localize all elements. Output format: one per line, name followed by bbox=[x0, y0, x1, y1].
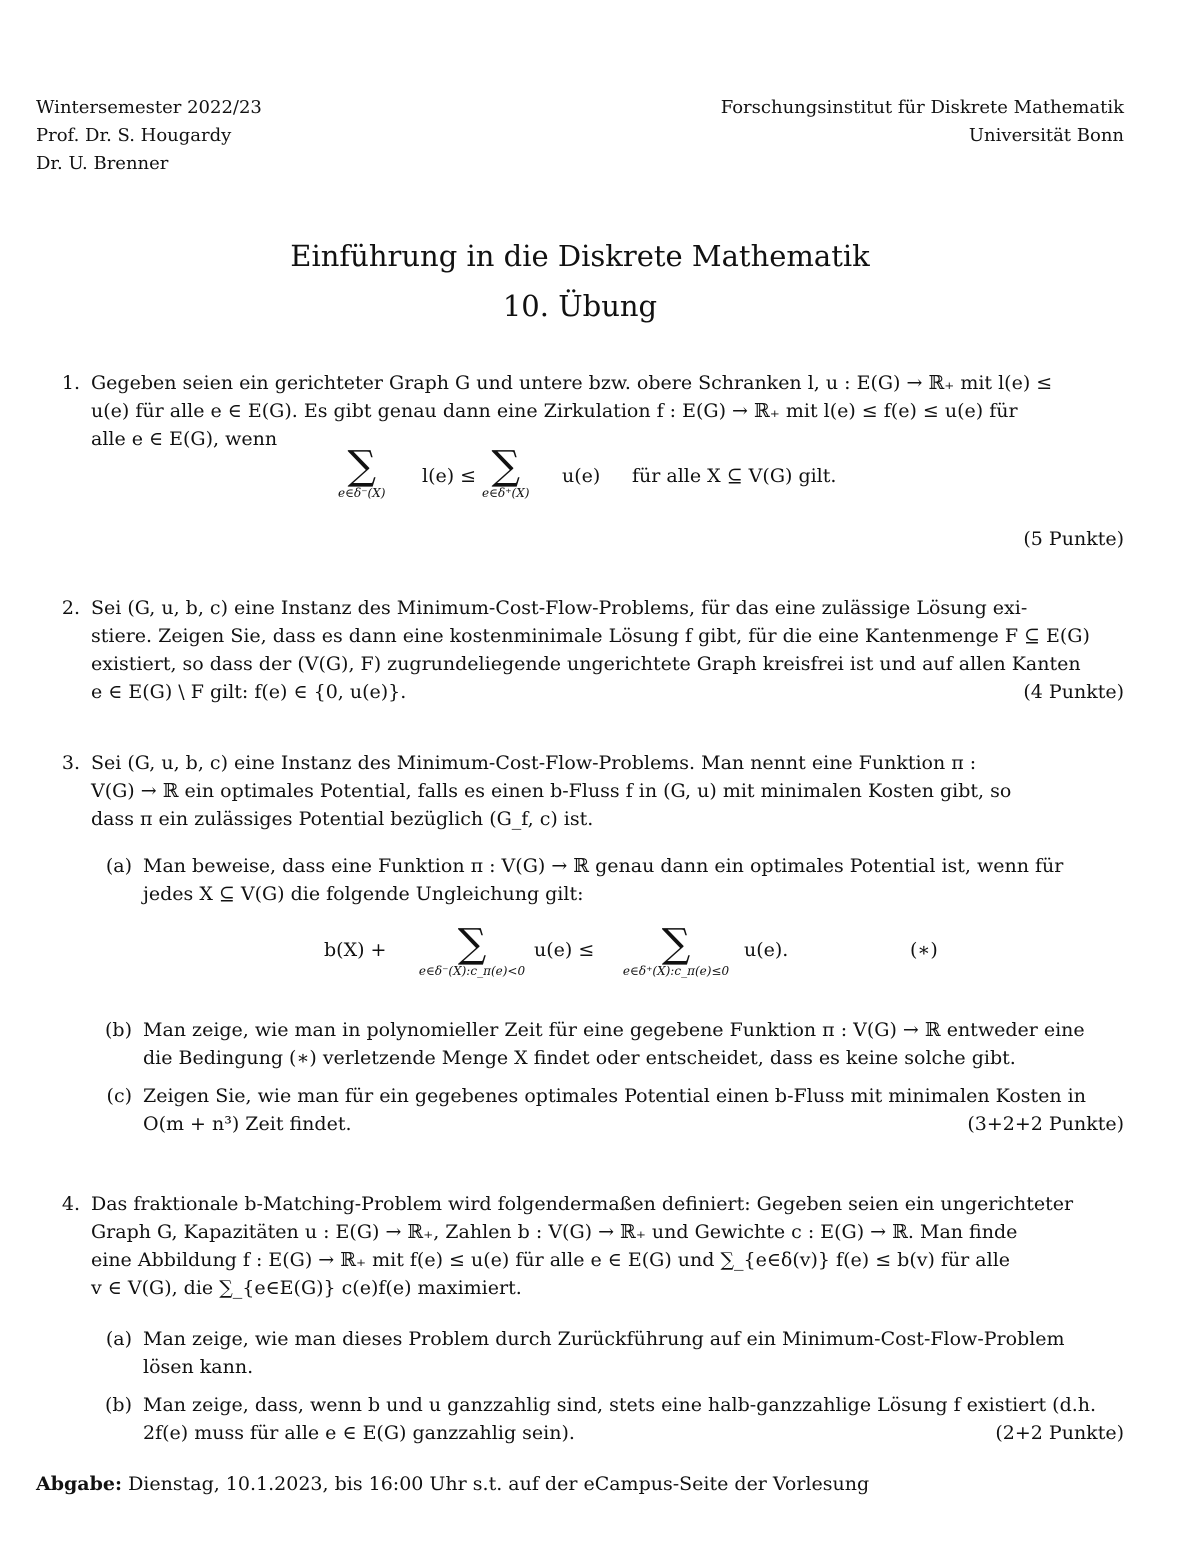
problem-4-line: Graph G, Kapazitäten u : E(G) → ℝ₊, Zahlen b : V(G) → ℝ₊ und Gewichte c : E(G) → ℝ. Man finde bbox=[91, 1221, 1018, 1243]
subtask-4b-label: (b) bbox=[105, 1394, 132, 1416]
problem-1-line: u(e) für alle e ∈ E(G). Es gibt genau dann eine Zirkulation f : E(G) → ℝ₊ mit l(e) ≤ f(e) ≤ u(e) für bbox=[91, 400, 1018, 422]
problem-2-line: stiere. Zeigen Sie, dass es dann eine kostenminimale Lösung f gibt, für die eine Kantenmenge F ⊆ E(G) bbox=[91, 625, 1090, 647]
problem-2-line: e ∈ E(G) \ F gilt: f(e) ∈ {0, u(e)}. bbox=[91, 681, 407, 703]
problem-1-text bbox=[91, 369, 1124, 453]
problem-2-points: (4 Punkte) bbox=[1023, 681, 1124, 703]
subtask-3b-text bbox=[143, 1016, 1128, 1072]
sum-symbol: ∑ bbox=[457, 921, 487, 967]
sum-limit: e∈δ⁺(X):c_π(e)≤0 bbox=[622, 964, 730, 978]
subtask-4a-text bbox=[143, 1325, 1128, 1381]
problem-1-line: alle e ∈ E(G), wenn bbox=[91, 428, 278, 450]
formula-term: u(e). bbox=[744, 939, 789, 961]
formula-term: l(e) ≤ bbox=[422, 465, 477, 487]
problem-2-text bbox=[91, 594, 1124, 706]
sum-limit: e∈δ⁻(X) bbox=[338, 486, 386, 500]
semester-text: Wintersemester 2022/23 bbox=[36, 97, 262, 118]
formula-term: b(X) + bbox=[324, 939, 387, 961]
subtask-line: Man beweise, dass eine Funktion π : V(G) → ℝ genau dann ein optimales Potential ist, wenn für bbox=[143, 855, 1064, 877]
university-text: Universität Bonn bbox=[968, 125, 1124, 146]
sum-limit: e∈δ⁻(X):c_π(e)<0 bbox=[418, 964, 526, 978]
problem-2-line: existiert, so dass der (V(G), F) zugrundeliegende ungerichtete Graph kreisfrei ist und auf allen Kanten bbox=[91, 653, 1081, 675]
problem-3-line: dass π ein zulässiges Potential bezüglich (G_f, c) ist. bbox=[91, 808, 594, 830]
problem-4-text bbox=[91, 1190, 1124, 1302]
problem-1-formula bbox=[330, 443, 890, 516]
page-title: Einführung in die Diskrete Mathematik bbox=[290, 239, 870, 273]
header-left bbox=[36, 94, 262, 178]
subtask-line: Man zeige, dass, wenn b und u ganzzahlig sind, stets eine halb-ganzzahlige Lösung f existiert (d.h. bbox=[143, 1394, 1097, 1416]
formula-term: u(e) bbox=[562, 465, 601, 487]
problem-4-line: Das fraktionale b-Matching-Problem wird folgendermaßen definiert: Gegeben seien ein ungerichteter bbox=[91, 1193, 1074, 1215]
problem-4-line: v ∈ V(G), die ∑_{e∈E(G)} c(e)f(e) maximiert. bbox=[91, 1277, 522, 1299]
problem-3-text bbox=[91, 749, 1124, 833]
problem-2-line: Sei (G, u, b, c) eine Instanz des Minimum-Cost-Flow-Problems, für das eine zulässige Lösung exi- bbox=[91, 597, 1028, 619]
subtask-3a-text bbox=[143, 852, 1128, 908]
problem-1-line: Gegeben seien ein gerichteter Graph G und untere bzw. obere Schranken l, u : E(G) → ℝ₊ mit l(e) ≤ bbox=[91, 372, 1053, 394]
submission-note bbox=[36, 1470, 869, 1498]
problem-4-number: 4. bbox=[61, 1193, 80, 1215]
sum-symbol: ∑ bbox=[491, 443, 520, 489]
sheet-number: 10. Übung bbox=[502, 289, 658, 323]
institute-text: Forschungsinstitut für Diskrete Mathematik bbox=[720, 97, 1124, 118]
problem-3-line: Sei (G, u, b, c) eine Instanz des Minimum-Cost-Flow-Problems. Man nennt eine Funktion π : bbox=[91, 752, 977, 774]
problem-3-points: (3+2+2 Punkte) bbox=[967, 1113, 1124, 1135]
subtask-3b-label: (b) bbox=[105, 1019, 132, 1041]
sum-symbol: ∑ bbox=[347, 443, 376, 489]
problem-3-formula bbox=[324, 921, 964, 996]
subtask-line: die Bedingung (∗) verletzende Menge X findet oder entscheidet, dass es keine solche gibt. bbox=[143, 1047, 1016, 1069]
formula-tag: (∗) bbox=[910, 939, 938, 961]
subtask-line: Zeigen Sie, wie man für ein gegebenes optimales Potential einen b-Fluss mit minimalen Kosten in bbox=[143, 1085, 1086, 1107]
subtask-line: O(m + n³) Zeit findet. bbox=[143, 1113, 352, 1135]
assistant-text: Dr. U. Brenner bbox=[36, 153, 169, 174]
problem-3-number: 3. bbox=[61, 752, 80, 774]
subtask-3a-label: (a) bbox=[105, 855, 132, 877]
sum-symbol: ∑ bbox=[661, 921, 691, 967]
problem-1-number: 1. bbox=[61, 372, 80, 394]
problem-1-points: (5 Punkte) bbox=[1023, 528, 1124, 550]
problem-4-line: eine Abbildung f : E(G) → ℝ₊ mit f(e) ≤ u(e) für alle e ∈ E(G) und ∑_{e∈δ(v)} f(e) ≤ b(v) für alle bbox=[91, 1249, 1011, 1271]
subtask-line: lösen kann. bbox=[143, 1356, 254, 1378]
subtask-line: 2f(e) muss für alle e ∈ E(G) ganzzahlig sein). bbox=[143, 1422, 575, 1444]
formula-term: u(e) ≤ bbox=[534, 939, 595, 961]
formula-condition: für alle X ⊆ V(G) gilt. bbox=[632, 465, 837, 487]
subtask-line: jedes X ⊆ V(G) die folgende Ungleichung gilt: bbox=[143, 883, 584, 905]
problem-2-number: 2. bbox=[61, 597, 80, 619]
header-right bbox=[721, 94, 1124, 150]
subtask-3c-label: (c) bbox=[106, 1085, 132, 1107]
sum-limit: e∈δ⁺(X) bbox=[482, 486, 530, 500]
problem-4-points: (2+2 Punkte) bbox=[995, 1422, 1124, 1444]
submission-label: Abgabe: bbox=[36, 1473, 123, 1495]
submission-text: Dienstag, 10.1.2023, bis 16:00 Uhr s.t. auf der eCampus-Seite der Vorlesung bbox=[128, 1473, 870, 1495]
subtask-4b-text bbox=[143, 1391, 1128, 1447]
subtask-4a-label: (a) bbox=[105, 1328, 132, 1350]
professor-text: Prof. Dr. S. Hougardy bbox=[36, 125, 232, 146]
subtask-line: Man zeige, wie man dieses Problem durch Zurückführung auf ein Minimum-Cost-Flow-Problem bbox=[143, 1328, 1065, 1350]
problem-3-line: V(G) → ℝ ein optimales Potential, falls es einen b-Fluss f in (G, u) mit minimalen Kosten gibt, so bbox=[91, 780, 1012, 802]
subtask-line: Man zeige, wie man in polynomieller Zeit für eine gegebene Funktion π : V(G) → ℝ entweder eine bbox=[143, 1019, 1085, 1041]
